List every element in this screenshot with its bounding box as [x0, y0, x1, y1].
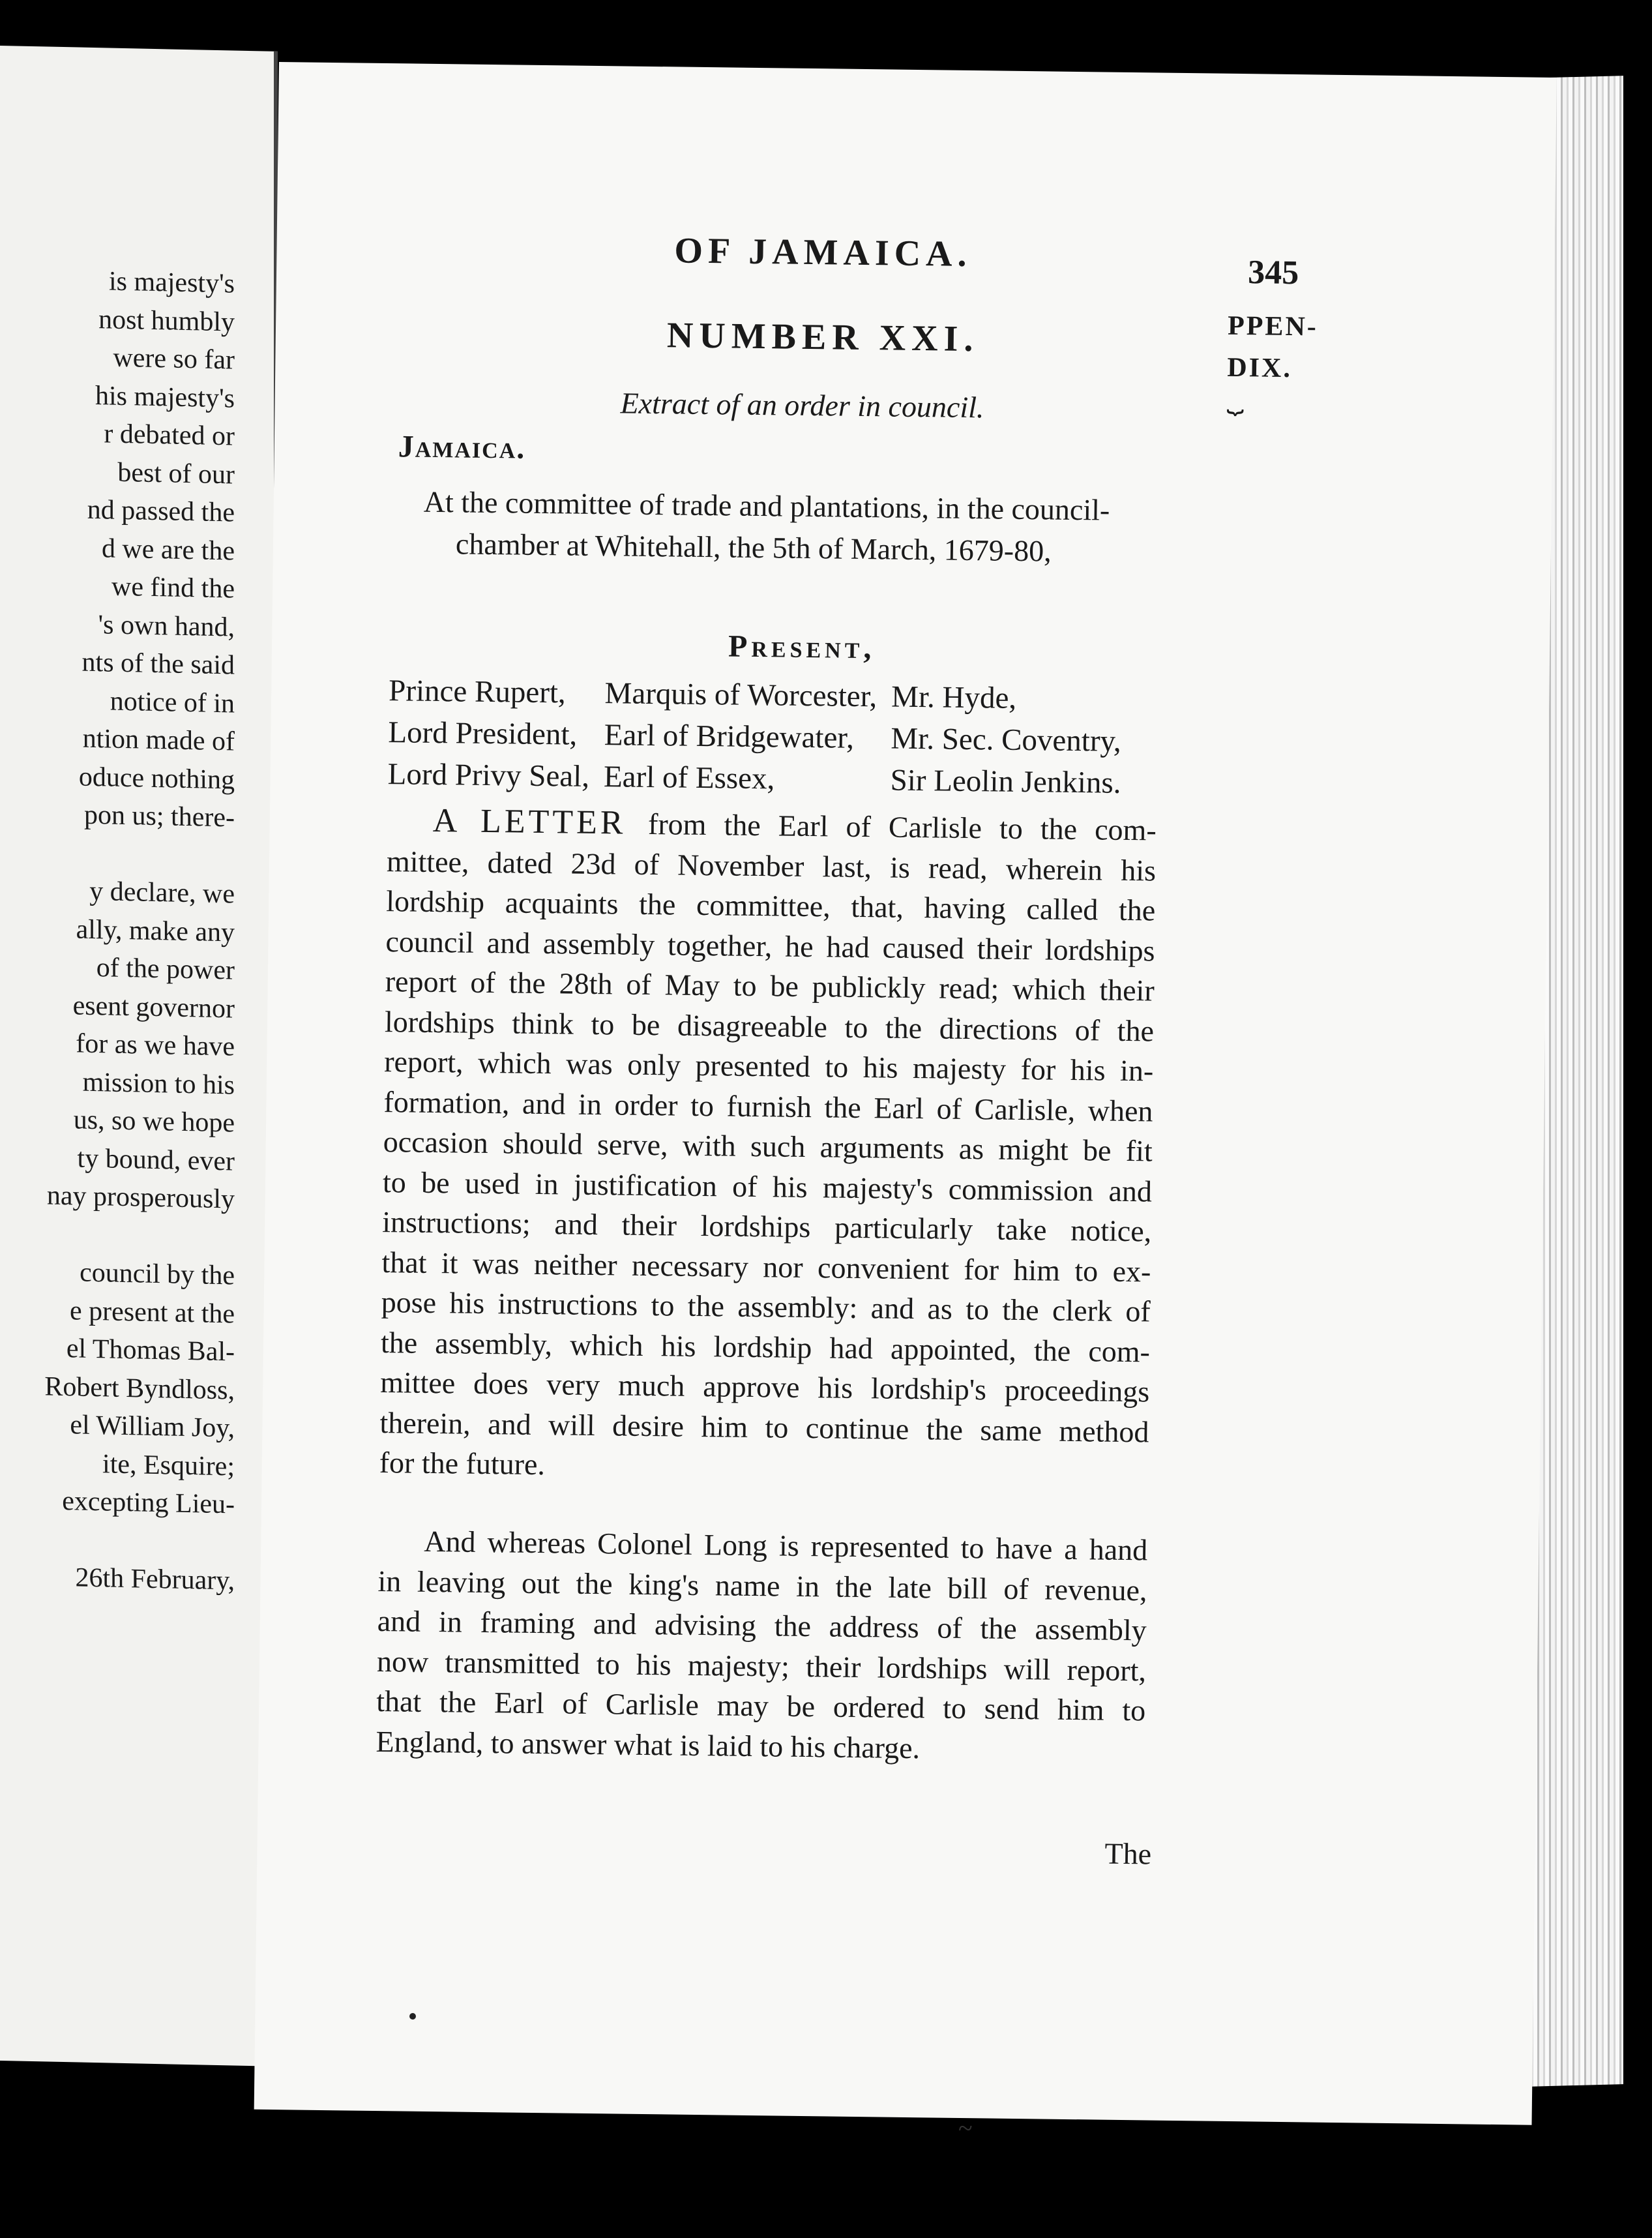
- left-page-line: best of our: [117, 457, 235, 490]
- left-page-line: pon us; there-: [84, 799, 235, 833]
- text-line: the assembly, which his lordship had appointed, the com-: [380, 1325, 1151, 1368]
- brace-icon: ⏟: [1226, 381, 1245, 415]
- text-line: to be used in justification of his majesty's commission and: [382, 1165, 1153, 1208]
- ink-dot: [409, 2013, 416, 2020]
- number-heading: NUMBER XXI.: [666, 315, 979, 360]
- text-line: formation, and in order to furnish the Earl of Carlisle, when: [383, 1084, 1153, 1127]
- margin-note-line1: PPEN-: [1227, 310, 1319, 342]
- present-cell: Mr. Hyde,: [891, 679, 1017, 715]
- running-title: OF JAMAICA.: [674, 230, 972, 275]
- text-line: and in framing and advising the address of the assembly: [377, 1604, 1147, 1647]
- left-page-line: mission to his: [82, 1067, 235, 1101]
- present-heading: Present,: [728, 629, 876, 666]
- left-page-line: r debated or: [104, 419, 235, 452]
- text-line: council and assembly together, he had caused their lordships: [385, 924, 1155, 968]
- left-page-line: were so far: [113, 342, 235, 376]
- left-page-line: esent governor: [72, 990, 235, 1024]
- present-cell: Lord Privy Seal,: [387, 757, 590, 794]
- present-cell: Mr. Sec. Coventry,: [891, 721, 1122, 758]
- present-cell: Earl of Essex,: [603, 760, 775, 796]
- page-number: 345: [1247, 254, 1299, 292]
- left-page-line: his majesty's: [95, 380, 235, 414]
- text-line: now transmitted to his majesty; their lordships will report,: [376, 1644, 1147, 1687]
- left-page-line: e present at the: [69, 1295, 235, 1330]
- meeting-line: At the committee of trade and plantations, in the council-chamber at Whitehall, the 5th of March, 1679-80,: [423, 485, 1110, 568]
- catchword: The: [1104, 1836, 1152, 1871]
- left-page-line: el Thomas Bal-: [66, 1334, 235, 1367]
- text-line: that it was neither necessary nor convenient for him to ex-: [381, 1245, 1151, 1288]
- left-page-line: ite, Esquire;: [102, 1448, 235, 1482]
- left-page-line: excepting Lieu-: [62, 1485, 235, 1520]
- text-line: And whereas Colonel Long is represented to have a hand: [423, 1524, 1148, 1567]
- left-page-line: ntion made of: [82, 723, 235, 757]
- left-page-line: council by the: [80, 1257, 235, 1291]
- text-line: report, which was only presented to his majesty for his in-: [383, 1045, 1154, 1088]
- text-line: report of the 28th of May to be publickly read; which their: [385, 964, 1155, 1007]
- lead-words: A LETTER: [432, 801, 649, 843]
- left-page-line: nost humbly: [98, 304, 235, 338]
- present-cell: Lord President,: [388, 715, 578, 752]
- text-line: mittee, dated 23d of November last, is read, wherein his: [386, 844, 1157, 888]
- left-page-line: of the power: [96, 953, 235, 986]
- text-line: England, to answer what is laid to his charge.: [376, 1724, 921, 1765]
- paragraph-letter: [379, 800, 1157, 1492]
- left-page-line: nd passed the: [87, 494, 235, 528]
- left-page-line: nts of the said: [81, 647, 235, 681]
- text-line: in leaving out the king's name in the late bill of revenue,: [377, 1564, 1147, 1607]
- right-page: [254, 62, 1557, 2125]
- text-line: instructions; and their lordships particularly take notice,: [381, 1205, 1152, 1248]
- margin-note: [1226, 305, 1319, 415]
- text-line: therein, and will desire him to continue the same method: [379, 1405, 1149, 1448]
- text-line: occasion should serve, with such arguments as might be fit: [383, 1125, 1153, 1168]
- left-page-line: for as we have: [76, 1028, 235, 1062]
- subheading: Extract of an order in council.: [620, 386, 984, 425]
- present-table: [387, 670, 1136, 804]
- text-line: for the future.: [379, 1446, 546, 1482]
- present-cell: Sir Leolin Jenkins.: [890, 763, 1121, 800]
- left-page-line: d we are the: [101, 533, 235, 567]
- present-cell: Earl of Bridgewater,: [604, 718, 855, 755]
- ink-mark: ~: [958, 2113, 973, 2143]
- text-line: lordships think to be disagreeable to the directions of the: [384, 1004, 1155, 1048]
- paragraph-colonel-long: [376, 1521, 1147, 1770]
- left-page-line: ty bound, ever: [77, 1142, 235, 1177]
- left-page-line: oduce nothing: [78, 762, 235, 796]
- margin-note-line2: DIX.: [1227, 352, 1293, 384]
- line-text: from the Earl of Carlisle to the com-: [647, 807, 1157, 847]
- left-page-line: us, so we hope: [73, 1105, 235, 1139]
- left-page-line: el William Joy,: [70, 1410, 235, 1444]
- left-page-line: is majesty's: [108, 266, 235, 299]
- text-line: that the Earl of Carlisle may be ordered to send him to: [376, 1684, 1146, 1727]
- left-page-line: we find the: [111, 571, 235, 604]
- left-page-line: y declare, we: [89, 876, 235, 910]
- left-page-line: Robert Byndloss,: [44, 1371, 235, 1406]
- present-cell: Marquis of Worcester,: [604, 676, 878, 714]
- left-page: [0, 46, 278, 2066]
- left-page-line: 's own hand,: [98, 609, 235, 643]
- left-page-line: ally, make any: [76, 914, 235, 948]
- left-page-line: 26th February,: [75, 1562, 235, 1596]
- text-line: pose his instructions to the assembly: and as to the clerk of: [381, 1285, 1151, 1328]
- present-cell: Prince Rupert,: [388, 674, 567, 710]
- text-line: lordship acquaints the committee, that, having called the: [385, 884, 1156, 927]
- left-page-line: notice of in: [110, 686, 235, 719]
- text-line: mittee does very much approve his lordship's proceedings: [379, 1365, 1150, 1409]
- left-page-line: nay prosperously: [46, 1180, 235, 1215]
- place-heading: Jamaica.: [398, 429, 526, 466]
